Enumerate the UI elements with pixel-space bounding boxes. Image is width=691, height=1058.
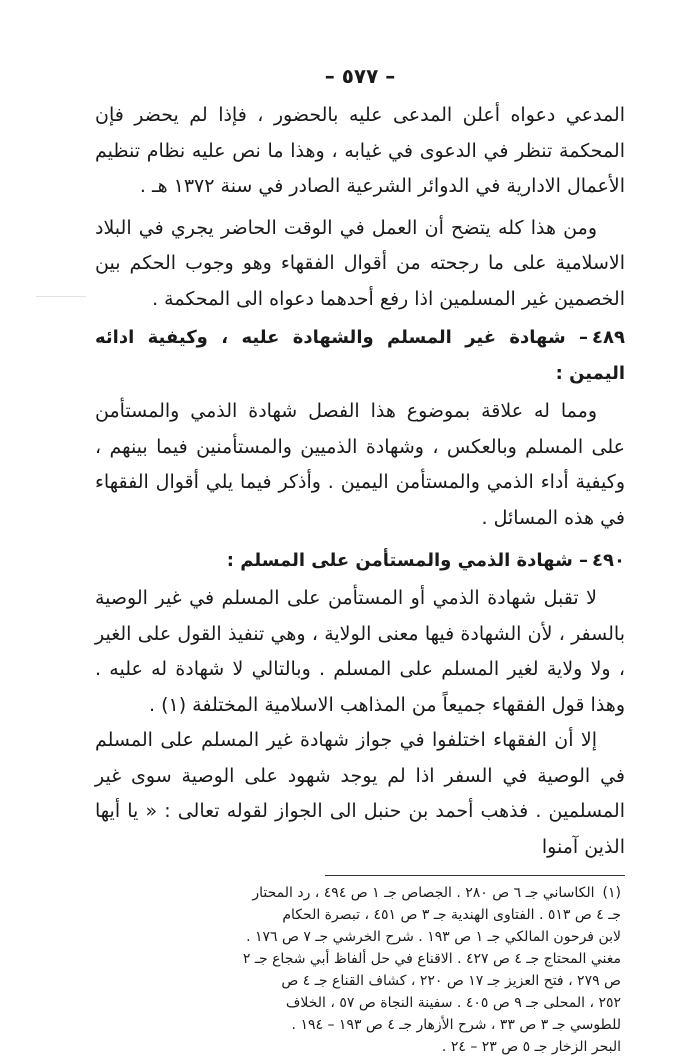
footnote-divider (325, 875, 625, 876)
footnote-line: جـ ٤ ص ٥١٣ . الفتاوى الهندية جـ ٣ ص ٤٥١ ، تبصرة الحكام (282, 907, 621, 923)
footnote-line: للطوسي جـ ٣ ص ٣٣ ، شرح الأزهار جـ ٤ ص ١٩٣ – ١٩٤ . (291, 1017, 621, 1033)
paragraph-current-practice: ومن هذا كله يتضح أن العمل في الوقت الحاضر يجري في البلاد الاسلامية على ما رجحته من أقوال الفقهاء وهو وجوب الحكم بين الخصمين غير المسلمين اذا رفع أحدهما دعواه الى المحكمة . (95, 216, 625, 310)
footnote-block (95, 882, 625, 1058)
footnote-mark: (١) (602, 885, 621, 901)
section-490-paragraph-1: لا تقبل شهادة الذمي أو المستأمن على المسلم في غير الوصية بالسفر ، لأن الشهادة فيها معنى الولاية ، وهي تنفيذ القول على الغير ، ولا ولاية لغير المسلم على المسلم . وبالتالي لا شهادة له عليه . وهذا قول الفقهاء جميعاً من المذاهب الاسلامية المختلفة (١) . (95, 587, 625, 716)
section-490-paragraph-2: إلا أن الفقهاء اختلفوا في جواز شهادة غير المسلم على المسلم في الوصية في السفر اذا لم يوجد شهود على الوصية سوى غير المسلمين . فذهب أحمد بن حنبل الى الجواز لقوله تعالى : « يا أيها الذين آمنوا (95, 729, 625, 858)
footnote-line: البحر الزخار جـ ٥ ص ٢٣ – ٢٤ . (441, 1039, 621, 1055)
footnote-line: (١)الكاساني جـ ٦ ص ٢٨٠ . الجصاص جـ ١ ص ٤٩٤ ، رد المحتار (252, 885, 621, 901)
section-489-heading (95, 320, 625, 392)
footnote-line: ٢٥٢ ، المحلى جـ ٩ ص ٤٠٥ . سفينة النجاة ص ٥٧ ، الخلاف (285, 995, 621, 1011)
footnote-line: ص ٢٧٩ ، فتح العزيز جـ ١٧ ص ٢٢٠ ، كشاف القناع جـ ٤ ص (281, 973, 621, 989)
footnote-line: لابن فرحون المالكي جـ ١ ص ١٩٣ . شرح الخرشي جـ ٧ ص ١٧٦ . (246, 929, 621, 945)
margin-scan-mark (36, 296, 86, 297)
book-page (95, 58, 625, 1058)
section-489-title: – شهادة غير المسلم والشهادة عليه ، وكيفية ادائه اليمين : (95, 327, 625, 384)
page-number: – ٥٧٧ – (324, 64, 396, 88)
section-489-paragraph: ومما له علاقة بموضوع هذا الفصل شهادة الذمي والمستأمن على المسلم وبالعكس ، وشهادة الذميين والمستأمنين فيما بينهم ، وكيفية أداء الذمي والمستأمن اليمين . وأذكر فيما يلي أقوال الفقهاء في هذه المسائل . (95, 400, 625, 529)
footnote-line: مغني المحتاج جـ ٤ ص ٤٢٧ . الاقناع في حل ألفاظ أبي شجاع جـ ٢ (242, 951, 621, 967)
section-490-heading (95, 543, 625, 579)
section-489-number: ٤٨٩ (592, 327, 625, 348)
section-490-number: ٤٩٠ (592, 550, 625, 571)
section-490-title: – شهادة الذمي والمستأمن على المسلم : (226, 550, 589, 571)
paragraph-court-absence: المدعي دعواه أعلن المدعى عليه بالحضور ، فإذا لم يحضر فإن المحكمة تنظر في الدعوى في غيابه ، وهذا ما نص عليه نظام تنظيم الأعمال الادارية في الدوائر الشرعية الصادر في سنة ١٣٧٢ هـ . (95, 104, 625, 197)
